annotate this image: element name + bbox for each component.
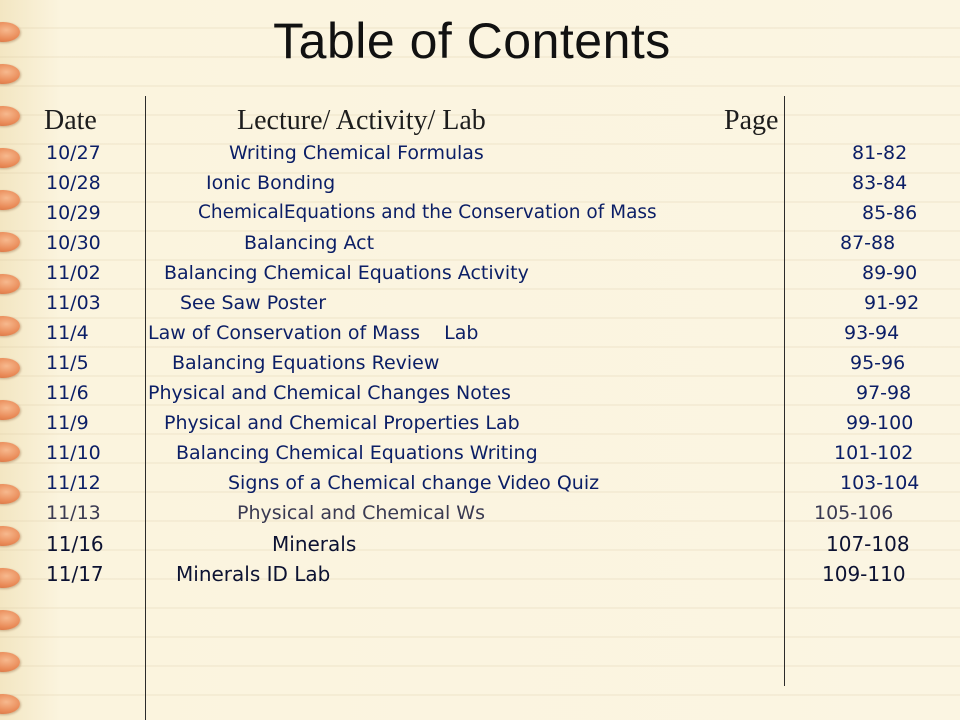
- row-activity: ChemicalEquations and the Conservation of Mass: [198, 202, 657, 223]
- row-page: 85-86: [862, 202, 918, 224]
- table-row: [0, 562, 960, 592]
- table-row: [0, 382, 960, 412]
- table-row: [0, 232, 960, 262]
- row-page: 103-104: [840, 472, 920, 494]
- table-row: [0, 292, 960, 322]
- page-title: Table of Contents: [273, 13, 671, 69]
- table-row: [0, 442, 960, 472]
- row-page: 93-94: [844, 322, 900, 344]
- row-page: 105-106: [814, 502, 894, 524]
- row-page: 83-84: [852, 172, 908, 194]
- row-activity: Physical and Chemical Ws: [237, 502, 485, 524]
- table-row: [0, 532, 960, 562]
- row-activity: Ionic Bonding: [206, 172, 336, 194]
- row-activity: Minerals ID Lab: [176, 562, 331, 586]
- row-date: 11/13: [46, 502, 101, 524]
- row-date: 11/12: [46, 472, 101, 494]
- table-row: [0, 142, 960, 172]
- table-row: [0, 502, 960, 532]
- binder-ring: [0, 652, 20, 672]
- table-row: [0, 472, 960, 502]
- row-date: 11/6: [46, 382, 89, 404]
- binder-ring: [0, 694, 20, 714]
- row-page: 109-110: [822, 562, 906, 586]
- row-page: 95-96: [850, 352, 906, 374]
- row-page: 87-88: [840, 232, 896, 254]
- header-activity: Lecture/ Activity/ Lab: [237, 105, 486, 136]
- row-activity: Writing Chemical Formulas: [229, 142, 484, 164]
- row-page: 89-90: [862, 262, 918, 284]
- row-activity: Balancing Equations Review: [172, 352, 440, 374]
- row-date: 11/17: [46, 562, 104, 586]
- row-date: 10/30: [46, 232, 101, 254]
- row-date: 11/4: [46, 322, 89, 344]
- table-row: [0, 412, 960, 442]
- row-date: 10/29: [46, 202, 101, 224]
- binder-ring: [0, 106, 20, 126]
- table-row: [0, 202, 960, 232]
- table-row: [0, 322, 960, 352]
- row-activity: Minerals: [272, 532, 357, 556]
- row-date: 11/5: [46, 352, 89, 374]
- header-date: Date: [44, 105, 97, 136]
- row-date: 11/9: [46, 412, 89, 434]
- table-row: [0, 262, 960, 292]
- row-activity: See Saw Poster: [180, 292, 327, 314]
- row-page: 99-100: [846, 412, 914, 434]
- header-page: Page: [724, 105, 779, 136]
- row-date: 10/28: [46, 172, 101, 194]
- row-page: 91-92: [864, 292, 920, 314]
- row-activity: Physical and Chemical Changes Notes: [148, 382, 511, 404]
- row-date: 11/10: [46, 442, 101, 464]
- row-page: 107-108: [826, 532, 910, 556]
- table-row: [0, 352, 960, 382]
- row-activity: Balancing Chemical Equations Writing: [176, 442, 538, 464]
- row-activity: Physical and Chemical Properties Lab: [164, 412, 520, 434]
- row-page: 101-102: [834, 442, 914, 464]
- row-date: 11/02: [46, 262, 101, 284]
- row-page: 81-82: [852, 142, 908, 164]
- binder-ring: [0, 610, 20, 630]
- row-activity: Law of Conservation of Mass Lab: [148, 322, 479, 344]
- row-date: 10/27: [46, 142, 101, 164]
- row-activity: Signs of a Chemical change Video Quiz: [228, 472, 600, 494]
- row-page: 97-98: [856, 382, 912, 404]
- row-date: 11/03: [46, 292, 101, 314]
- table-row: [0, 172, 960, 202]
- row-date: 11/16: [46, 532, 104, 556]
- row-activity: Balancing Act: [244, 232, 375, 254]
- row-activity: Balancing Chemical Equations Activity: [164, 262, 529, 284]
